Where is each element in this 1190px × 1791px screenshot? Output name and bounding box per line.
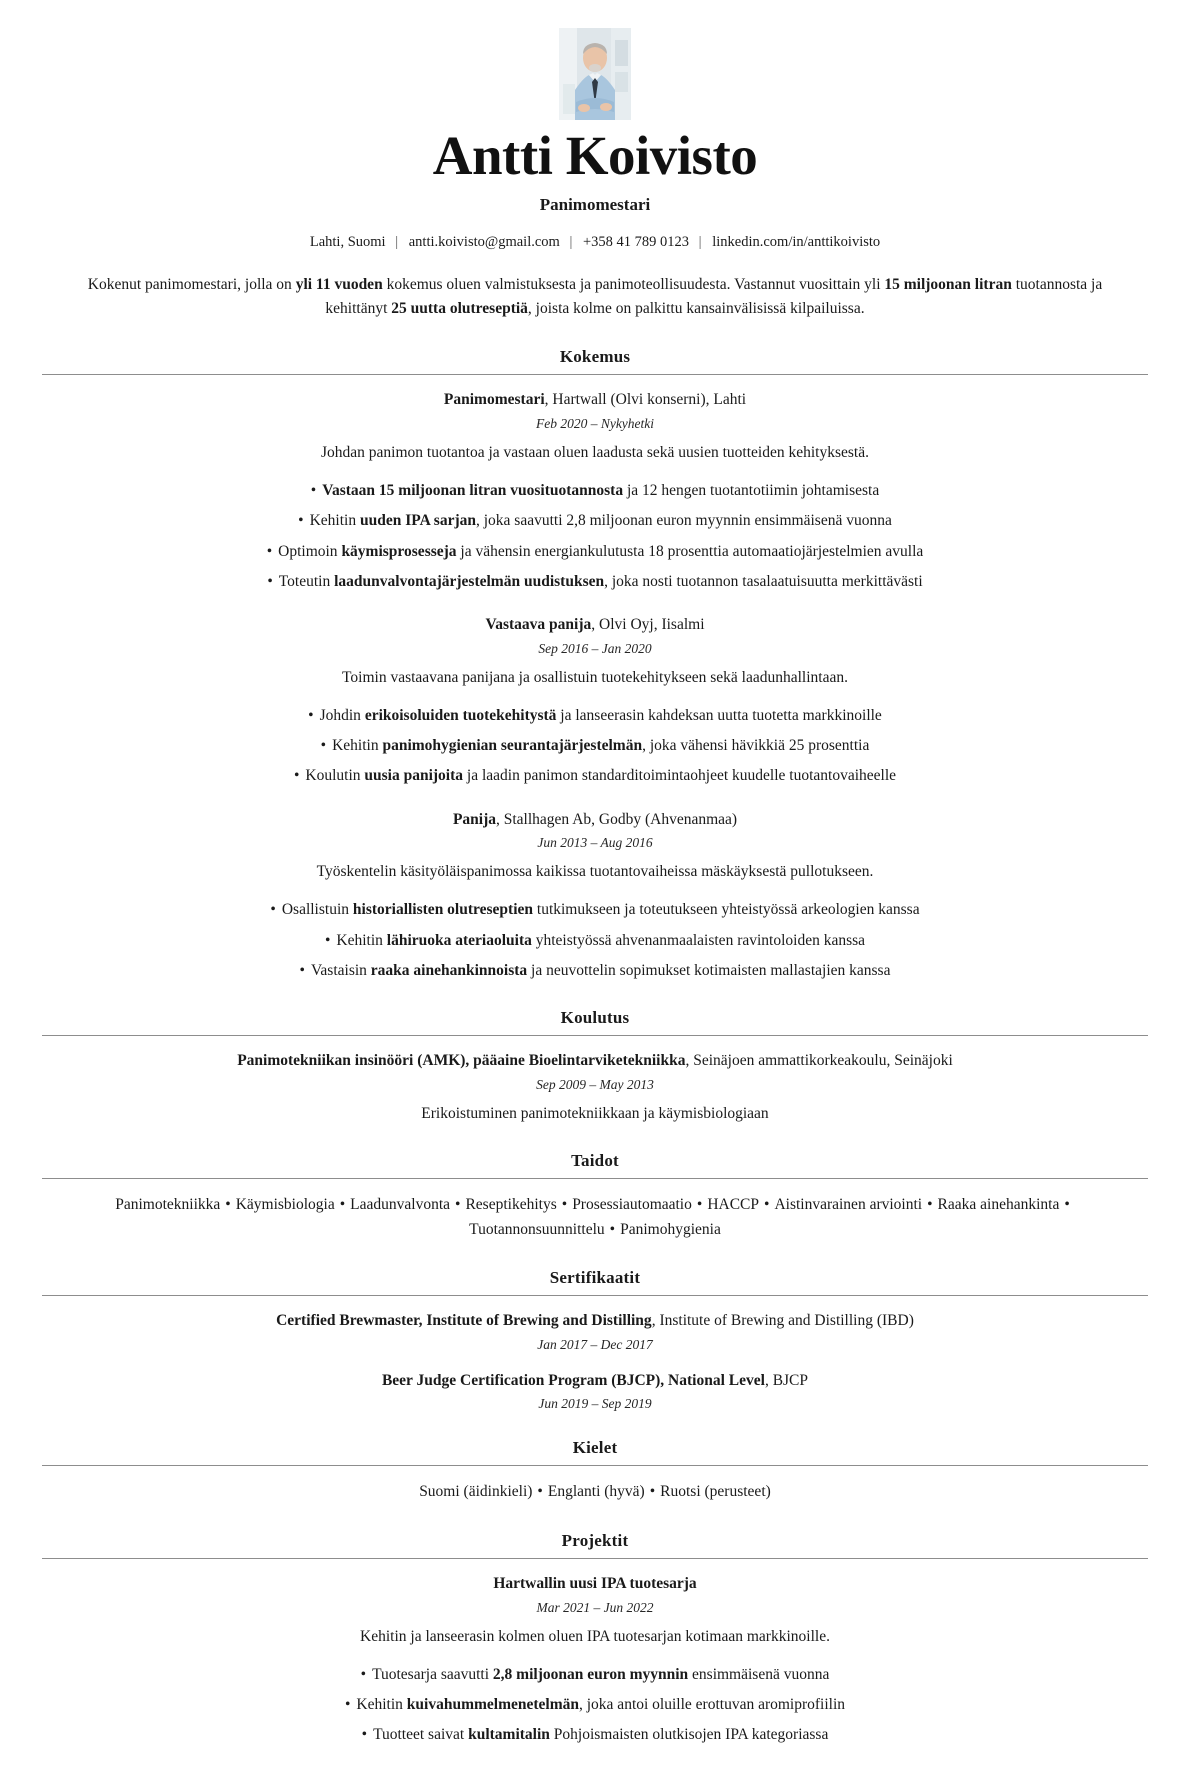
list-item: Reseptikehitys (465, 1195, 557, 1213)
entry (42, 1050, 1148, 1125)
section-title-education: Koulutus (560, 1008, 630, 1028)
list-separator: • (609, 1220, 616, 1238)
headline: Panimomestari (539, 195, 651, 215)
entry-description: Toimin vastaavana panijana ja osallistuin tuotekehitykseen sekä laadunhallintaan. (342, 668, 848, 686)
entry-bullet: • Tuotteet saivat kultamitalin Pohjoismaisten olutkisojen IPA kategoriassa (42, 1723, 1148, 1746)
section-divider (42, 1295, 1148, 1296)
entry-bullet: • Koulutin uusia panijoita ja laadin panimon standarditoimintaohjeet kuudelle tuotantovaiheelle (42, 764, 1148, 787)
list-separator: • (561, 1195, 568, 1213)
section-divider (42, 1558, 1148, 1559)
entry-meta: , Hartwall (Olvi konserni), Lahti (544, 391, 747, 409)
profile-photo-image (559, 28, 631, 120)
entry-description: Johdan panimon tuotantoa ja vastaan oluen laadusta sekä uusien tuotteiden kehityksestä. (321, 443, 869, 461)
entry (42, 1370, 1148, 1412)
education-entries (42, 1050, 1148, 1125)
section-title-skills: Taidot (571, 1150, 619, 1170)
entry-dates: Sep 2016 – Jan 2020 (538, 640, 652, 656)
list-item: Käymisbiologia (235, 1195, 335, 1213)
entry-bullet: • Kehitin kuivahummelmenetelmän, joka antoi oluille erottuvan aromiprofiilin (42, 1693, 1148, 1716)
summary-text: Kokenut panimomestari, jolla on yli 11 vuoden kokemus oluen valmistuksesta ja panimoteollisuudesta. Vastannut vuosittain yli 15 miljoonan litran tuotannosta ja kehittänyt 25 uutta olutreseptiä, joista kolme on palkittu kansainvälisissä kilpailuissa. (87, 276, 1103, 318)
entry-role: Vastaava panija (485, 616, 592, 634)
contact-separator: | (395, 234, 399, 251)
project-entries (42, 1573, 1148, 1746)
profile-photo-wrapper (42, 28, 1148, 120)
entry-role: Hartwallin uusi IPA tuotesarja (493, 1575, 697, 1593)
entry-role: Panimotekniikan insinööri (AMK), pääaine Bioelintarviketekniikka (237, 1052, 686, 1070)
entry (42, 1573, 1148, 1746)
entry-bullet-list (42, 898, 1148, 982)
entry-meta: , Stallhagen Ab, Godby (Ahvenanmaa) (496, 810, 738, 828)
list-item: Laadunvalvonta (350, 1195, 451, 1213)
contact-location: Lahti, Suomi (309, 234, 386, 251)
entry-role: Panija (452, 810, 496, 828)
list-item: Panimohygienia (620, 1220, 721, 1238)
list-separator: • (339, 1195, 346, 1213)
entry-dates: Feb 2020 – Nykyhetki (535, 415, 655, 431)
section-projects (42, 1531, 1148, 1746)
section-title-projects: Projektit (561, 1531, 629, 1551)
entry-heading (42, 1310, 1148, 1332)
entry-meta: , BJCP (764, 1371, 809, 1389)
entry-bullet: • Optimoin käymisprosesseja ja vähensin energiankulutusta 18 prosenttia automaatiojärjestelmien avulla (42, 540, 1148, 563)
section-education (42, 1008, 1148, 1125)
entry (42, 614, 1148, 787)
entry-meta: , Institute of Brewing and Distilling (IBD) (651, 1312, 914, 1330)
contact-phone[interactable]: +358 41 789 0123 (582, 234, 690, 251)
entry (42, 389, 1148, 593)
entry-heading (42, 1370, 1148, 1392)
section-divider (42, 1465, 1148, 1466)
section-languages (42, 1438, 1148, 1505)
entry-role: Certified Brewmaster, Institute of Brewing and Distilling (276, 1312, 652, 1330)
entry-meta: , Olvi Oyj, Iisalmi (591, 616, 705, 634)
list-separator: • (764, 1195, 770, 1213)
entry-dates: Jan 2017 – Dec 2017 (537, 1336, 653, 1352)
list-separator: • (649, 1483, 656, 1501)
section-title-certifications: Sertifikaatit (549, 1268, 641, 1288)
entry-bullet: • Johdin erikoisoluiden tuotekehitystä ja lanseerasin kahdeksan uutta tuotetta markkinoille (42, 704, 1148, 727)
list-item: Ruotsi (perusteet) (660, 1483, 771, 1501)
section-skills (42, 1151, 1148, 1243)
entry-meta: , Seinäjoen ammattikorkeakoulu, Seinäjoki (685, 1052, 953, 1070)
entry-description: Työskentelin käsityöläispanimossa kaikissa tuotantovaiheissa mäskäyksestä pullotukseen. (316, 863, 874, 881)
entry-bullet: • Vastaan 15 miljoonan litran vuosituotannosta ja 12 hengen tuotantotiimin johtamisesta (42, 479, 1148, 502)
profile-photo (559, 28, 631, 120)
entry-dates: Jun 2019 – Sep 2019 (538, 1396, 652, 1412)
entry (42, 809, 1148, 982)
list-separator: • (1064, 1195, 1070, 1213)
list-item: Tuotannonsuunnittelu (469, 1220, 605, 1238)
entry-dates: Mar 2021 – Jun 2022 (536, 1599, 654, 1615)
entry-role: Beer Judge Certification Program (BJCP), National Level (381, 1371, 765, 1389)
contact-separator: | (569, 234, 573, 251)
entry-role: Panimomestari (443, 391, 545, 409)
section-divider (42, 1035, 1148, 1036)
list-item: Aistinvarainen arviointi (774, 1195, 923, 1213)
entry-bullet: • Tuotesarja saavutti 2,8 miljoonan euron myynnin ensimmäisenä vuonna (42, 1663, 1148, 1686)
list-separator: • (696, 1195, 703, 1213)
entry-bullet: • Vastaisin raaka ainehankinnoista ja neuvottelin sopimukset kotimaisten mallastajien kanssa (42, 959, 1148, 982)
entry-bullet: • Kehitin uuden IPA sarjan, joka saavutti 2,8 miljoonan euron myynnin ensimmäisenä vuonna (42, 509, 1148, 532)
contact-linkedin[interactable]: linkedin.com/in/anttikoivisto (712, 234, 881, 251)
section-divider (42, 1178, 1148, 1179)
list-separator: • (927, 1195, 933, 1213)
entry-dates: Jun 2013 – Aug 2016 (537, 835, 653, 851)
section-title-experience: Kokemus (559, 347, 631, 367)
entry-heading (42, 614, 1148, 636)
entry-bullet-list (42, 479, 1148, 593)
entry-dates: Sep 2009 – May 2013 (536, 1076, 654, 1092)
list-item: Panimotekniikka (115, 1195, 221, 1213)
list-item: Englanti (hyvä) (547, 1483, 645, 1501)
list-item: HACCP (707, 1195, 759, 1213)
entry-bullet: • Kehitin panimohygienian seurantajärjestelmän, joka vähensi hävikkiä 25 prosenttia (42, 734, 1148, 757)
section-certifications (42, 1268, 1148, 1412)
list-item: Raaka ainehankinta (937, 1195, 1060, 1213)
page-title: Antti Koivisto (432, 125, 758, 186)
entry-heading (42, 1050, 1148, 1072)
list-separator: • (537, 1483, 543, 1501)
entry-description: Kehitin ja lanseerasin kolmen oluen IPA tuotesarjan kotimaan markkinoille. (360, 1627, 830, 1645)
entry-heading (42, 1573, 1148, 1595)
experience-entries (42, 389, 1148, 982)
section-experience (42, 347, 1148, 982)
skills-list (65, 1193, 1125, 1243)
entry-bullet: • Toteutin laadunvalvontajärjestelmän uudistuksen, joka nosti tuotannon tasalaatuisuutta merkittävästi (42, 570, 1148, 593)
list-item: Suomi (äidinkieli) (419, 1483, 533, 1501)
entry-bullet: • Kehitin lähiruoka ateriaoluita yhteistyössä ahvenanmaalaisten ravintoloiden kanssa (42, 929, 1148, 952)
entry-heading (42, 809, 1148, 831)
contact-separator: | (698, 234, 702, 251)
contact-line (42, 234, 1148, 251)
entry (42, 1310, 1148, 1352)
entry-bullet: • Osallistuin historiallisten olutreseptien tutkimukseen ja toteutukseen yhteistyössä arkeologien kanssa (42, 898, 1148, 921)
certification-entries (42, 1310, 1148, 1412)
entry-description: Erikoistuminen panimotekniikkaan ja käymisbiologiaan (421, 1104, 769, 1122)
list-separator: • (455, 1195, 461, 1213)
section-title-languages: Kielet (572, 1438, 618, 1458)
list-separator: • (225, 1195, 231, 1213)
contact-email[interactable]: antti.koivisto@gmail.com (408, 234, 560, 251)
list-item: Prosessiautomaatio (572, 1195, 692, 1213)
entry-heading (42, 389, 1148, 411)
entry-bullet-list (42, 1663, 1148, 1747)
languages-list (65, 1480, 1125, 1505)
entry-bullet-list (42, 704, 1148, 788)
section-divider (42, 374, 1148, 375)
